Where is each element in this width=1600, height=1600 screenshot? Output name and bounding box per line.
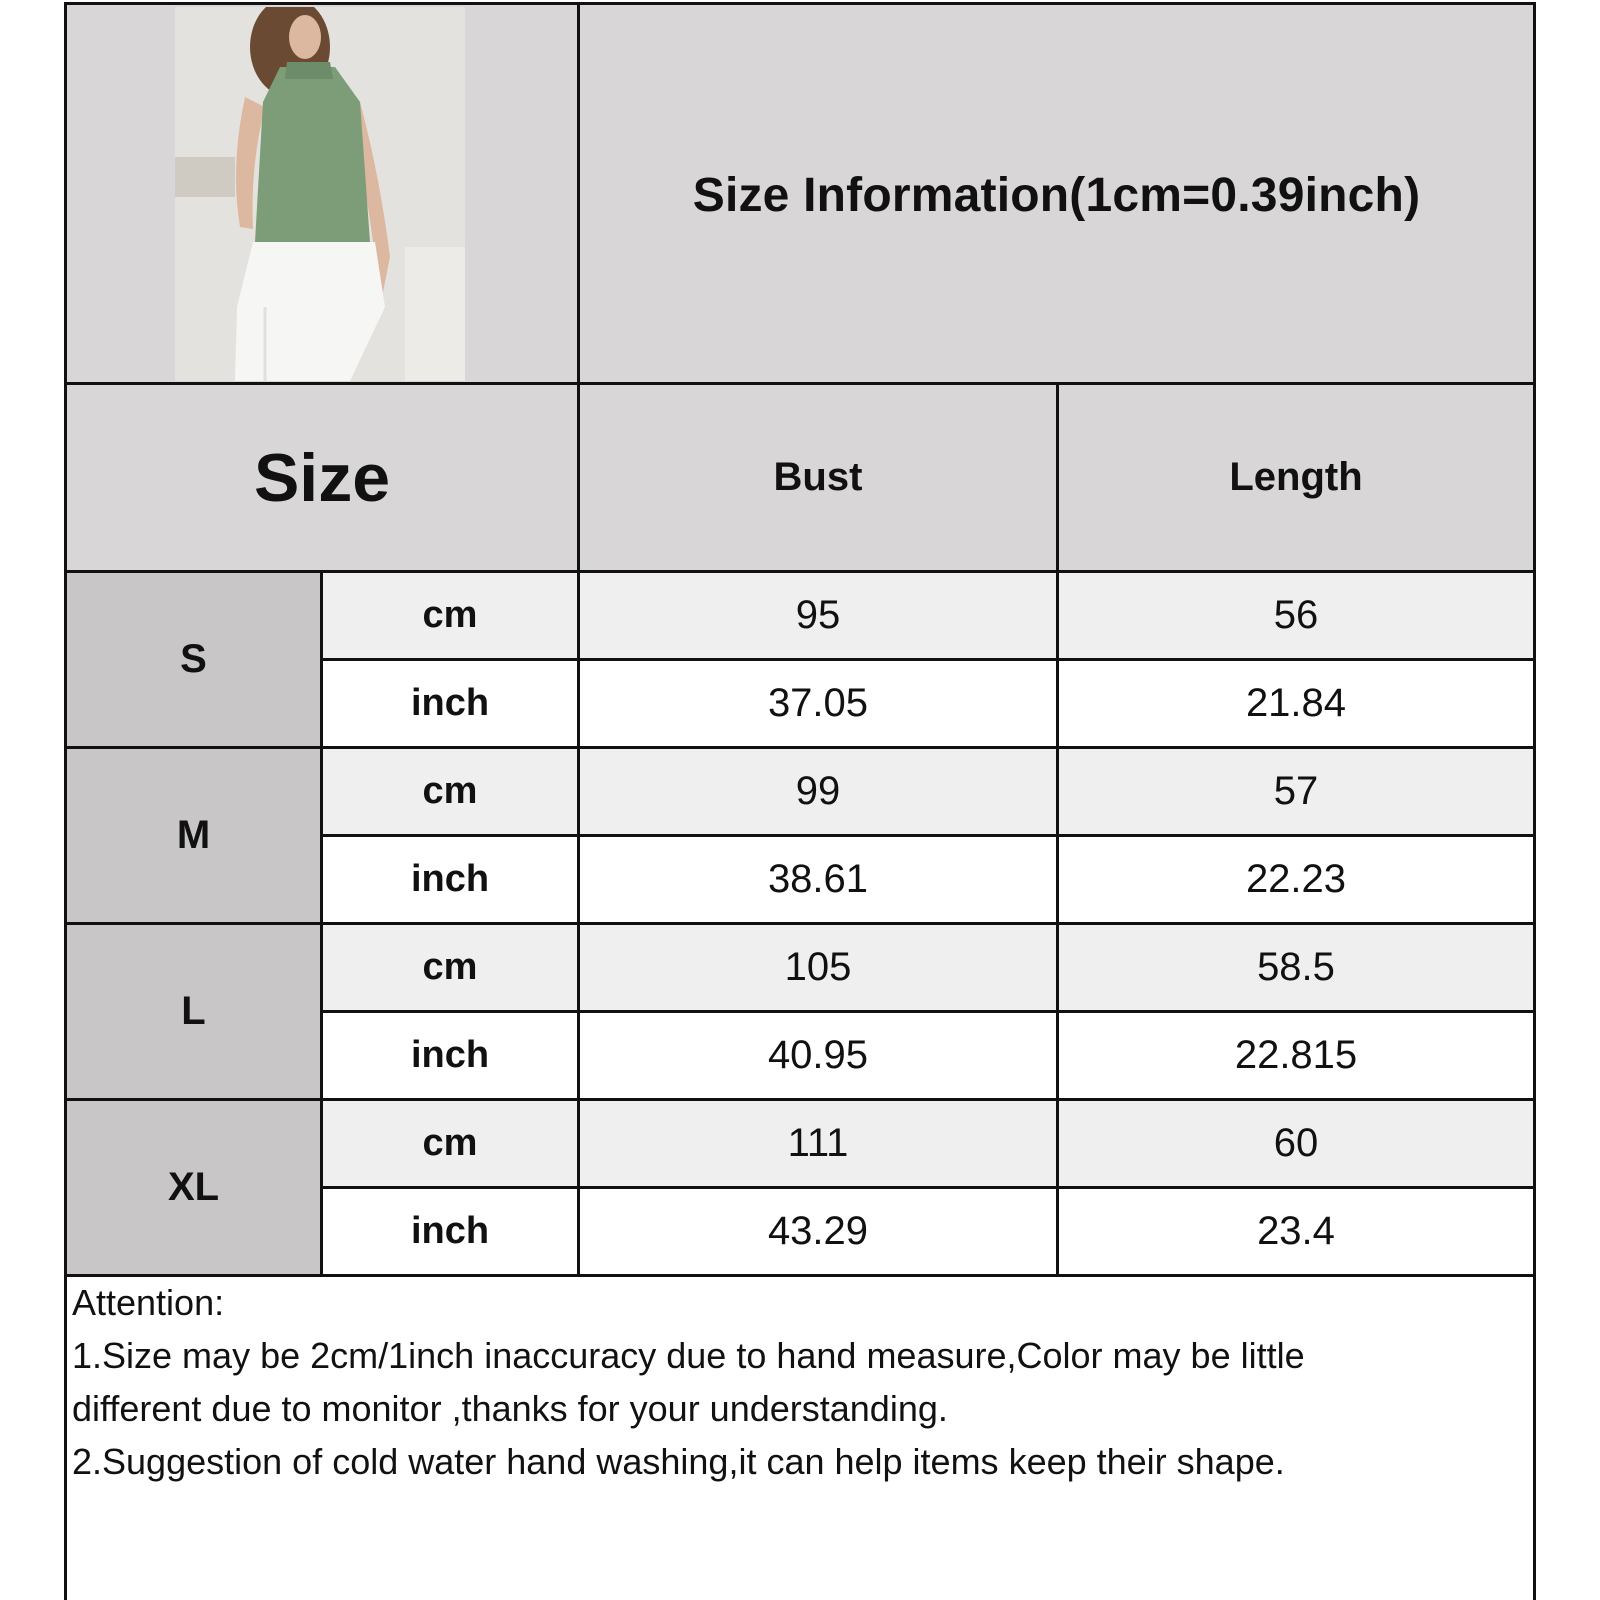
length-value: 23.4 [1257, 1209, 1335, 1253]
title-cell [577, 5, 1533, 385]
size-cell-s [67, 570, 320, 746]
length-header-cell [1056, 382, 1533, 570]
size-label: S [180, 637, 207, 681]
size-label: M [176, 813, 211, 857]
unit-cell [320, 1098, 577, 1186]
length-cell [1056, 1098, 1533, 1186]
unit-label: inch [410, 1210, 490, 1252]
bust-cell [577, 1098, 1056, 1186]
length-cell [1056, 658, 1533, 746]
unit-cell [320, 922, 577, 1010]
bust-value: 37.05 [767, 681, 869, 725]
length-value: 58.5 [1257, 945, 1335, 989]
length-cell [1056, 570, 1533, 658]
bust-value: 40.95 [767, 1033, 869, 1077]
unit-label: inch [410, 682, 490, 724]
size-label: XL [167, 1165, 220, 1209]
notes-line-3: 2.Suggestion of cold water hand washing,it can help items keep their shape. [72, 1441, 1285, 1482]
size-label: L [181, 989, 206, 1033]
bust-value: 95 [795, 593, 841, 637]
length-cell [1056, 922, 1533, 1010]
length-value: 21.84 [1245, 681, 1347, 725]
size-cell-xl [67, 1098, 320, 1274]
length-cell [1056, 746, 1533, 834]
product-photo [175, 7, 465, 381]
bust-value: 111 [787, 1121, 849, 1165]
length-value: 56 [1273, 593, 1319, 637]
unit-cell [320, 1186, 577, 1274]
unit-label: inch [410, 1034, 490, 1076]
photo-cell [67, 5, 577, 385]
notes-line-2: different due to monitor ,thanks for your understanding. [72, 1388, 948, 1429]
bust-cell [577, 570, 1056, 658]
unit-label: cm [422, 770, 478, 812]
size-cell-l [67, 922, 320, 1098]
bust-cell [577, 658, 1056, 746]
bust-cell [577, 834, 1056, 922]
unit-cell [320, 658, 577, 746]
page-title: Size Information(1cm=0.39inch) [692, 168, 1421, 222]
length-value: 22.23 [1245, 857, 1347, 901]
bust-cell [577, 746, 1056, 834]
bust-value: 43.29 [767, 1209, 869, 1253]
length-value: 57 [1273, 769, 1319, 813]
unit-cell [320, 570, 577, 658]
unit-label: cm [422, 1122, 478, 1164]
bust-cell [577, 1010, 1056, 1098]
unit-label: inch [410, 858, 490, 900]
notes-line-1: 1.Size may be 2cm/1inch inaccuracy due to hand measure,Color may be little [72, 1335, 1305, 1376]
size-header-cell [67, 382, 577, 570]
bust-value: 99 [795, 769, 841, 813]
model-figure-icon [175, 7, 465, 381]
length-cell [1056, 834, 1533, 922]
bust-header-cell [577, 382, 1056, 570]
unit-label: cm [422, 946, 478, 988]
unit-label: cm [422, 594, 478, 636]
length-cell [1056, 1010, 1533, 1098]
length-value: 60 [1273, 1121, 1319, 1165]
bust-header: Bust [773, 455, 863, 499]
attention-notes [72, 1276, 1527, 1488]
length-value: 22.815 [1234, 1033, 1358, 1077]
unit-cell [320, 1010, 577, 1098]
bust-cell [577, 922, 1056, 1010]
size-header: Size [253, 439, 391, 516]
bust-value: 38.61 [767, 857, 869, 901]
notes-heading: Attention: [72, 1282, 225, 1323]
length-header: Length [1229, 455, 1363, 499]
unit-cell [320, 834, 577, 922]
bust-value: 105 [784, 945, 852, 989]
unit-cell [320, 746, 577, 834]
size-cell-m [67, 746, 320, 922]
bust-cell [577, 1186, 1056, 1274]
length-cell [1056, 1186, 1533, 1274]
